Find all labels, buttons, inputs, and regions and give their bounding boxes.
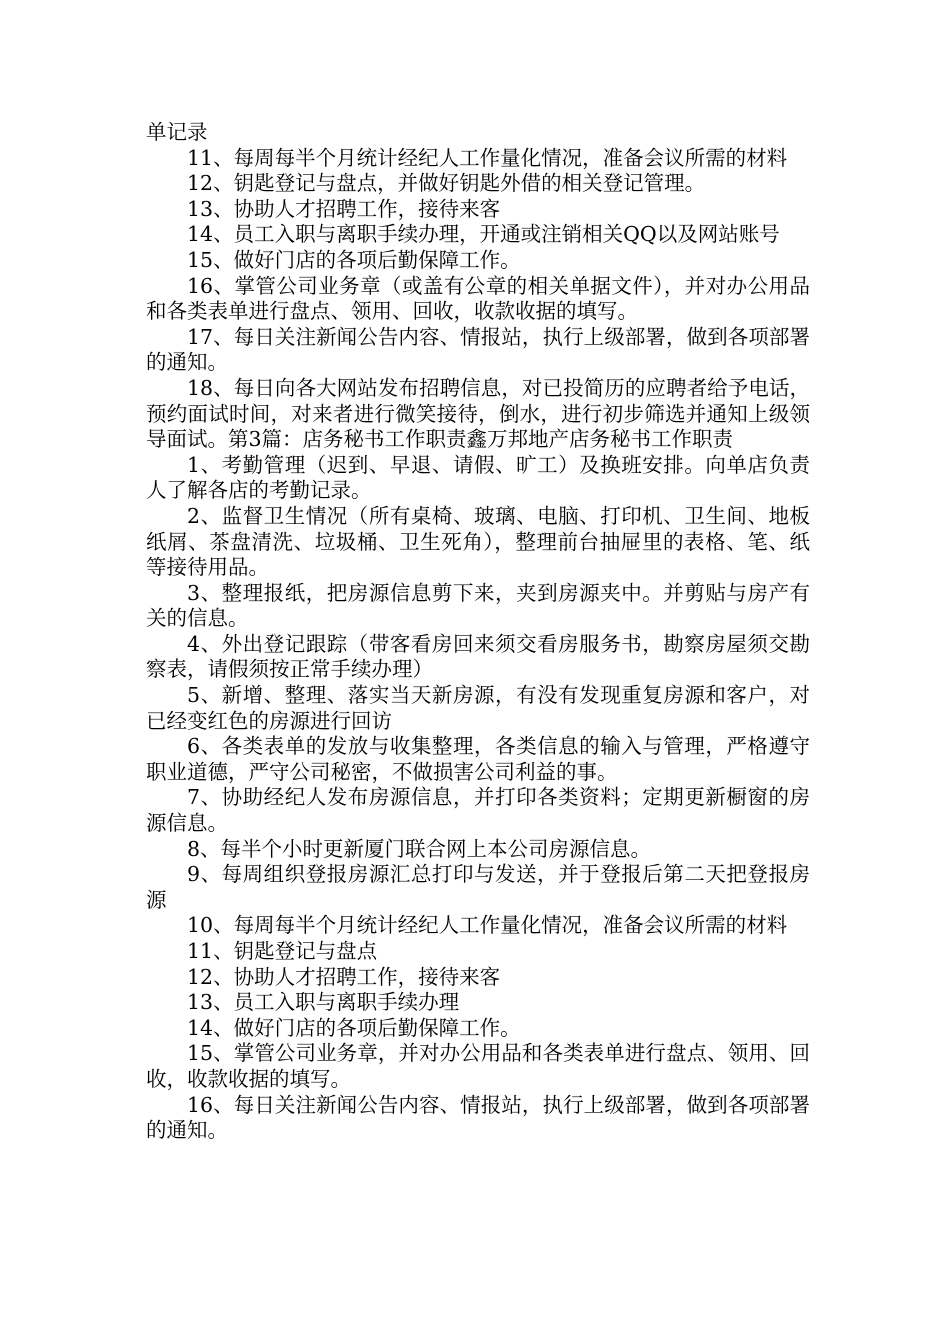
paragraph-item-17: 17、每日关注新闻公告内容、情报站，执行上级部署，做到各项部署的通知。 <box>146 324 810 375</box>
paragraph-item-18: 18、每日向各大网站发布招聘信息，对已投简历的应聘者给予电话，预约面试时间，对来者进行微笑接待，倒水，进行初步筛选并通知上级领导面试。第3篇：店务秘书工作职责鑫万邦地产店务秘书工作职责 <box>146 375 810 452</box>
paragraph-duty-2: 2、监督卫生情况（所有桌椅、玻璃、电脑、打印机、卫生间、地板纸屑、茶盘清洗、垃圾桶、卫生死角），整理前台抽屉里的表格、笔、纸等接待用品。 <box>146 503 810 580</box>
paragraph-duty-10: 10、每周每半个月统计经纪人工作量化情况，准备会议所需的材料 <box>187 913 788 938</box>
paragraph-duty-3: 3、整理报纸，把房源信息剪下来，夹到房源夹中。并剪贴与房产有关的信息。 <box>146 580 810 631</box>
paragraph-item-14: 14、员工入职与离职手续办理，开通或注销相关QQ以及网站账号 <box>187 222 780 247</box>
paragraph-duty-11: 11、钥匙登记与盘点 <box>187 939 378 963</box>
paragraph-item-16: 16、掌管公司业务章（或盖有公章的相关单据文件），并对办公用品和各类表单进行盘点、领用、回收，收款收据的填写。 <box>146 273 810 324</box>
paragraph-duty-16: 16、每日关注新闻公告内容、情报站，执行上级部署，做到各项部署的通知。 <box>146 1092 810 1143</box>
paragraph-duty-9: 9、每周组织登报房源汇总打印与发送，并于登报后第二天把登报房源 <box>146 862 810 912</box>
paragraph-duty-1: 1、考勤管理（迟到、早退、请假、旷工）及换班安排。向单店负责人了解各店的考勤记录。 <box>146 452 810 503</box>
paragraph-duty-8: 8、每半个小时更新厦门联合网上本公司房源信息。 <box>187 836 652 861</box>
paragraph-item-12: 12、钥匙登记与盘点，并做好钥匙外借的相关登记管理。 <box>187 171 706 196</box>
paragraph-continuation: 单记录 <box>146 120 208 144</box>
paragraph-item-13: 13、协助人才招聘工作，接待来客 <box>187 196 501 221</box>
paragraph-duty-5: 5、新增、整理、落实当天新房源，有没有发现重复房源和客户，对已经变红色的房源进行回访 <box>146 683 810 733</box>
paragraph-duty-14: 14、做好门店的各项后勤保障工作。 <box>187 1015 521 1040</box>
paragraph-duty-6: 6、各类表单的发放与收集整理，各类信息的输入与管理，严格遵守职业道德，严守公司秘密，不做损害公司利益的事。 <box>146 734 810 784</box>
paragraph-duty-13: 13、员工入职与离职手续办理 <box>187 990 460 1015</box>
paragraph-duty-15: 15、掌管公司业务章，并对办公用品和各类表单进行盘点、领用、回收，收款收据的填写。 <box>146 1041 810 1091</box>
paragraph-item-11: 11、每周每半个月统计经纪人工作量化情况，准备会议所需的材料 <box>187 145 788 170</box>
document-body <box>146 120 810 1144</box>
paragraph-duty-7: 7、协助经纪人发布房源信息，并打印各类资料；定期更新橱窗的房源信息。 <box>146 785 810 836</box>
paragraph-item-15: 15、做好门店的各项后勤保障工作。 <box>187 247 521 272</box>
paragraph-duty-4: 4、外出登记跟踪（带客看房回来须交看房服务书，勘察房屋须交勘察表，请假须按正常手续办理） <box>146 631 810 682</box>
paragraph-duty-12: 12、协助人才招聘工作，接待来客 <box>187 964 501 989</box>
